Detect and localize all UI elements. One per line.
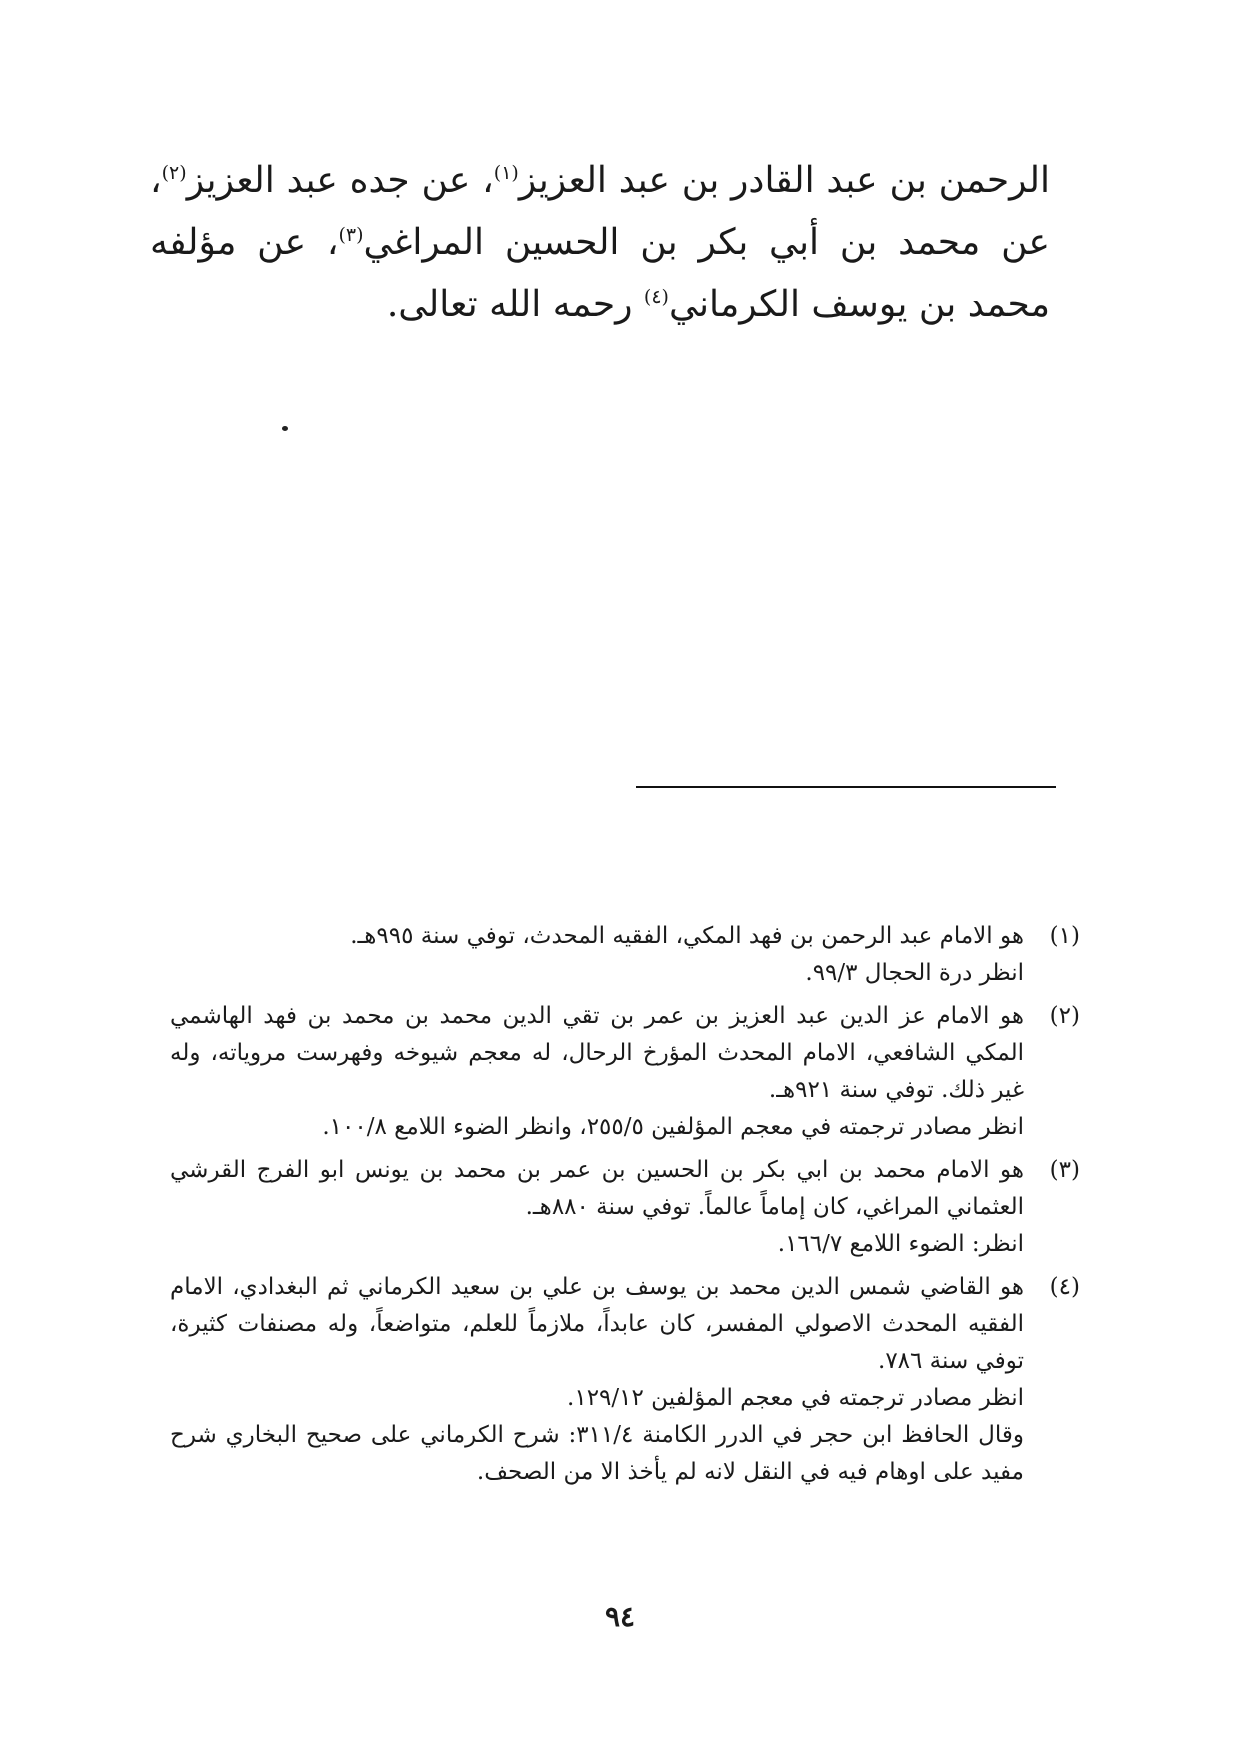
footnotes-section: [170, 918, 1080, 1497]
footnote: [170, 1269, 1080, 1491]
footnote-separator: [636, 786, 1056, 788]
footnote-quote: وقال الحافظ ابن حجر في الدرر الكامنة ٣١١/٤: شرح الكرماني على صحيح البخاري شرح مفيد على اوهام فيه في النقل لانه لم يأخذ الا من الصحف.: [170, 1422, 1024, 1485]
footnote-source: انظر: الضوء اللامع ١٦٦/٧.: [777, 1231, 1024, 1257]
footnote-text: هو الامام عز الدين عبد العزيز بن عمر بن تقي الدين محمد بن محمد بن فهد الهاشمي المكي الشافعي، الامام المحدث المؤرخ الرحال، له معجم شيوخه وفهرست مروياته، وله غير ذلك. توفي سنة ٩٢١هـ.: [170, 1003, 1024, 1103]
footnote-number: (٢): [1049, 1003, 1080, 1029]
footnote: [170, 918, 1080, 992]
main-paragraph: [150, 150, 1050, 336]
main-text-segment: ، عن جده عبد العزيز: [186, 160, 494, 201]
footnote-reference[interactable]: (٢): [161, 162, 187, 184]
footnote-body: [170, 998, 1024, 1146]
main-text-segment: رحمه الله تعالى.: [386, 284, 644, 325]
footnote-source: انظر مصادر ترجمته في معجم المؤلفين ١٢٩/١٢.: [567, 1385, 1024, 1411]
footnote: [170, 1152, 1080, 1263]
main-text-segment: الرحمن بن عبد القادر بن عبد العزيز: [518, 160, 1050, 201]
main-text-segment: ، عن مؤلفه محمد بن يوسف الكرماني: [150, 222, 1050, 325]
footnote-source: انظر مصادر ترجمته في معجم المؤلفين ٢٥٥/٥، وانظر الضوء اللامع ١٠٠/٨.: [322, 1114, 1024, 1140]
footnote-body: [170, 1269, 1024, 1491]
ink-speck: [282, 426, 288, 431]
footnote-text: هو الامام محمد بن ابي بكر بن الحسين بن عمر بن محمد بن يونس ابو الفرج القرشي العثماني المراغي، كان إماماً عالماً. توفي سنة ٨٨٠هـ.: [170, 1157, 1024, 1220]
footnote-number: (٣): [1049, 1157, 1080, 1183]
footnote-reference[interactable]: (١): [493, 162, 519, 184]
footnote-reference[interactable]: (٣): [338, 224, 364, 246]
footnote: [170, 998, 1080, 1146]
footnote-body: [170, 918, 1024, 992]
footnote-text: هو القاضي شمس الدين محمد بن يوسف بن علي بن سعيد الكرماني ثم البغدادي، الامام الفقيه المحدث الاصولي المفسر، كان عابداً، ملازماً للعلم، متواضعاً، وله مصنفات كثيرة، توفي سنة ٧٨٦.: [170, 1274, 1024, 1374]
footnote-text: هو الامام عبد الرحمن بن فهد المكي، الفقيه المحدث، توفي سنة ٩٩٥هـ.: [350, 923, 1024, 949]
main-text-segment: ، عن محمد بن أبي بكر بن الحسين المراغي: [150, 160, 1050, 263]
footnote-reference[interactable]: (٤): [643, 286, 669, 308]
page-number: ٩٤: [604, 1600, 636, 1633]
footnote-body: [170, 1152, 1024, 1263]
footnote-number: (١): [1049, 923, 1080, 949]
main-text-block: [150, 150, 1050, 336]
footnote-source: انظر درة الحجال ٩٩/٣.: [805, 960, 1024, 986]
footnote-number: (٤): [1049, 1274, 1080, 1300]
